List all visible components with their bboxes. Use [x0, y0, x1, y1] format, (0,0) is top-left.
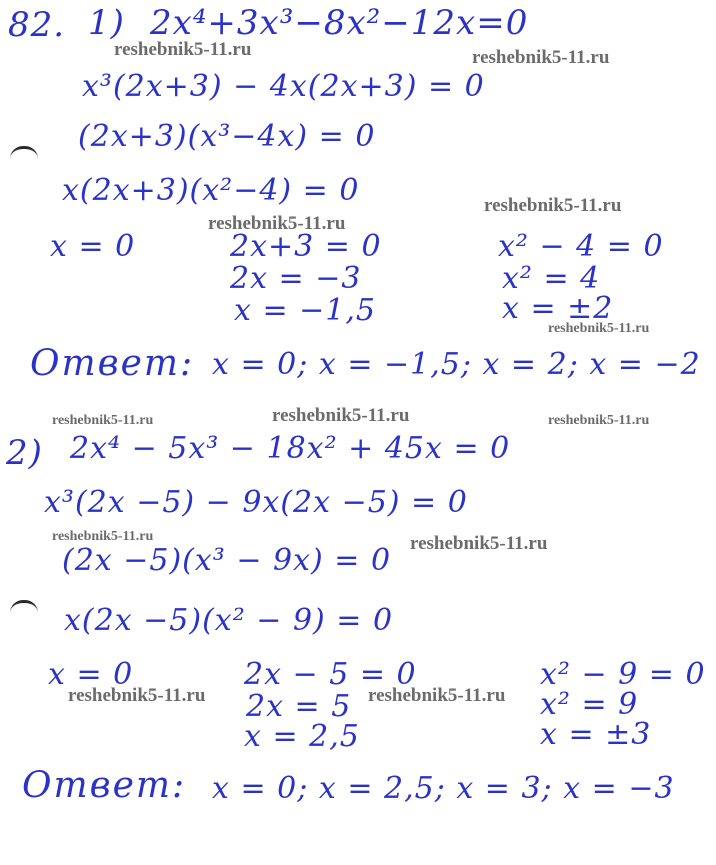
watermark: reshebnik5-11.ru [368, 685, 506, 706]
part2-equation: 2x⁴ − 5x³ − 18x² + 45x = 0 [70, 431, 511, 466]
part1-case-c-line3: x = ±2 [502, 291, 614, 326]
part1-case-a: x = 0 [50, 229, 136, 264]
part2-step2: (2x −5)(x³ − 9x) = 0 [62, 543, 392, 578]
part1-case-c-line1: x² − 4 = 0 [498, 229, 664, 264]
part1-step2: (2x+3)(x³−4x) = 0 [78, 119, 376, 154]
part1-case-b-line1: 2x+3 = 0 [230, 229, 382, 264]
margin-mark [10, 600, 38, 613]
part1-step3: x(2x+3)(x²−4) = 0 [62, 173, 360, 208]
part1-answer: x = 0; x = −1,5; x = 2; x = −2 [212, 347, 701, 382]
part1-case-b-line3: x = −1,5 [234, 293, 376, 328]
watermark: reshebnik5-11.ru [410, 533, 548, 554]
part1-label: 1) [88, 3, 125, 43]
part2-step1: x³(2x −5) − 9x(2x −5) = 0 [44, 485, 468, 520]
part2-case-a: x = 0 [48, 657, 134, 692]
part1-step1: x³(2x+3) − 4x(2x+3) = 0 [82, 69, 485, 104]
watermark: reshebnik5-11.ru [472, 47, 610, 68]
watermark: reshebnik5-11.ru [484, 195, 622, 216]
watermark: reshebnik5-11.ru [548, 321, 650, 336]
part1-answer-label: Ответ: [30, 343, 195, 384]
watermark: reshebnik5-11.ru [272, 405, 410, 426]
part2-case-c-line3: x = ±3 [540, 717, 652, 752]
part2-case-b-line3: x = 2,5 [244, 719, 360, 754]
part2-case-c-line2: x² = 9 [540, 687, 639, 722]
part2-case-b-line1: 2x − 5 = 0 [244, 657, 417, 692]
part1-case-c-line2: x² = 4 [502, 261, 601, 296]
part1-equation: 2x⁴+3x³−8x²−12x=0 [150, 3, 529, 43]
part2-answer: x = 0; x = 2,5; x = 3; x = −3 [212, 771, 675, 806]
part2-step3: x(2x −5)(x² − 9) = 0 [64, 603, 394, 638]
part1-case-b-line2: 2x = −3 [230, 261, 362, 296]
part2-case-b-line2: 2x = 5 [246, 689, 352, 724]
part2-answer-label: Ответ: [22, 765, 187, 806]
watermark: reshebnik5-11.ru [52, 529, 154, 544]
margin-mark [10, 146, 38, 159]
problem-number: 82. [8, 5, 66, 45]
watermark: reshebnik5-11.ru [208, 213, 346, 234]
watermark: reshebnik5-11.ru [114, 39, 252, 60]
part2-label: 2) [6, 433, 43, 473]
part2-case-c-line1: x² − 9 = 0 [540, 657, 706, 692]
watermark: reshebnik5-11.ru [52, 413, 154, 428]
watermark: reshebnik5-11.ru [548, 413, 650, 428]
watermark: reshebnik5-11.ru [68, 685, 206, 706]
